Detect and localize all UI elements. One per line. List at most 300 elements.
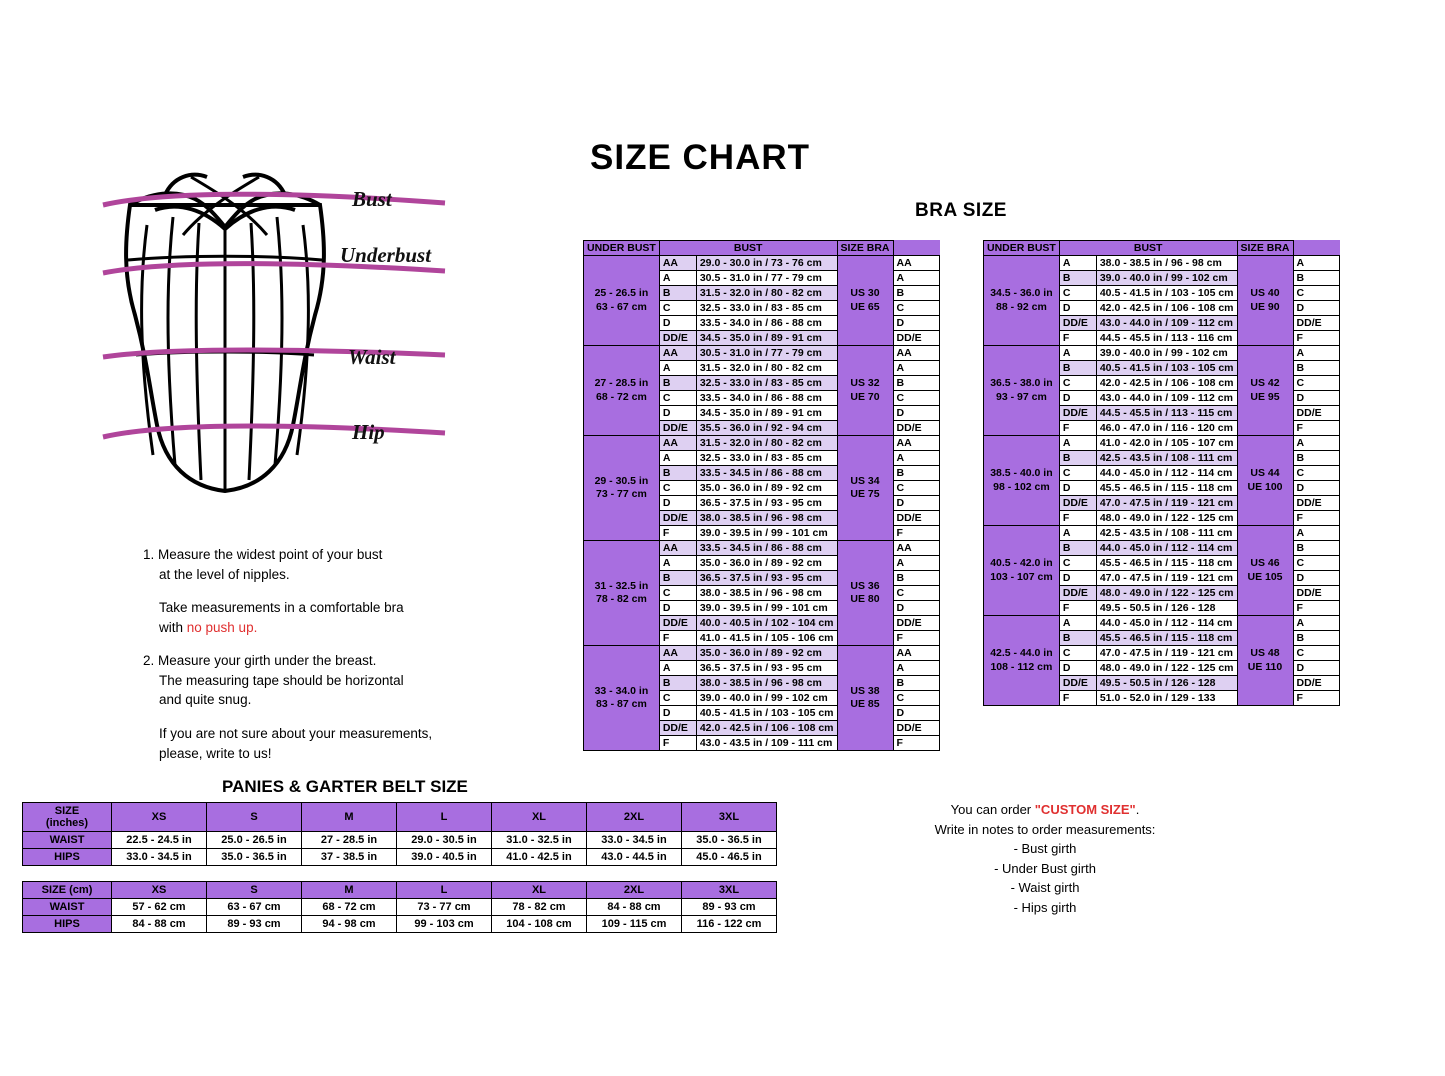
bra-left-cup-right-0-5: DD/E [893,331,940,346]
panties-in-cell-1-6: 45.0 - 46.5 in [682,849,777,866]
bra-left-cup-right-3-6: F [893,631,940,646]
instruction-bra-note-b: with [159,619,187,635]
bra-right-cup-4-1: B [1059,631,1096,646]
bra-right-bust-2-0: 41.0 - 42.0 in / 105 - 107 cm [1096,436,1237,451]
panties-garter-title: PANIES & GARTER BELT SIZE [222,777,468,796]
bra-left-bust-0-1: 30.5 - 31.0 in / 77 - 79 cm [696,271,837,286]
bra-right-size-bra-1: US 42 UE 95 [1237,346,1293,436]
bra-left-cup-right-2-0: AA [893,436,940,451]
bra-right-cup-1-4: DD/E [1059,406,1096,421]
panties-cm-cell-0-6: 89 - 93 cm [682,899,777,916]
bra-right-cup-3-1: B [1059,541,1096,556]
panties-cm-cell-1-3: 99 - 103 cm [397,916,492,933]
bra-left-bust-2-6: 39.0 - 39.5 in / 99 - 101 cm [696,526,837,541]
bra-right-cup-3-5: F [1059,601,1096,616]
bra-right-cup-right-2-1: B [1293,451,1340,466]
bra-right-cup-right-2-2: C [1293,466,1340,481]
panties-cm-cell-1-6: 116 - 122 cm [682,916,777,933]
bra-left-bust-4-3: 39.0 - 40.0 in / 99 - 102 cm [696,691,837,706]
custom-order-text: You can order [950,802,1035,817]
panties-cm-size-3: L [397,882,492,899]
bra-left-cup-right-4-0: AA [893,646,940,661]
panties-in-cell-0-2: 27 - 28.5 in [302,832,397,849]
bra-right-cup-0-1: B [1059,271,1096,286]
bra-left-cup-4-5: DD/E [659,721,696,736]
panties-cm-size-0: XS [112,882,207,899]
table-row [23,849,777,866]
bra-left-bust-4-1: 36.5 - 37.5 in / 93 - 95 cm [696,661,837,676]
bra-right-size-bra-2: US 44 UE 100 [1237,436,1293,526]
bra-right-cup-right-4-5: F [1293,691,1340,706]
bra-left-cup-3-5: DD/E [659,616,696,631]
table-row [984,436,1340,451]
panties-cm-cell-0-1: 63 - 67 cm [207,899,302,916]
instruction-contact-a: If you are not sure about your measurements, [159,725,433,741]
bra-right-bust-1-5: 46.0 - 47.0 in / 116 - 120 cm [1096,421,1237,436]
bra-left-cup-3-2: B [659,571,696,586]
bra-left-bust-1-1: 31.5 - 32.0 in / 80 - 82 cm [696,361,837,376]
bra-right-cup-4-5: F [1059,691,1096,706]
label-hip: Hip [352,420,385,444]
bra-right-cup-right-0-5: F [1293,331,1340,346]
bra-left-bust-2-2: 33.5 - 34.5 in / 86 - 88 cm [696,466,837,481]
panties-inches-body [23,803,777,866]
bra-left-size-bra-0: US 30 UE 65 [837,256,893,346]
bra-right-cup-3-0: A [1059,526,1096,541]
bra-left-cup-2-4: D [659,496,696,511]
bra-right-cup-right-0-2: C [1293,286,1340,301]
bra-right-cup-right-3-0: A [1293,526,1340,541]
bra-left-cup-0-1: A [659,271,696,286]
bra-left-bust-0-0: 29.0 - 30.0 in / 73 - 76 cm [696,256,837,271]
table-row [23,899,777,916]
column-header-size-bra-2: SIZE BRA [1237,241,1293,256]
bra-left-cup-right-1-4: D [893,406,940,421]
bra-right-bust-0-3: 42.0 - 42.5 in / 106 - 108 cm [1096,301,1237,316]
panties-size-table-cm [22,881,777,933]
panties-in-cell-1-1: 35.0 - 36.5 in [207,849,302,866]
custom-measure-item-1: - Under Bust girth [994,860,1096,876]
bra-left-cup-right-0-3: C [893,301,940,316]
bra-left-bust-2-0: 31.5 - 32.0 in / 80 - 82 cm [696,436,837,451]
panties-in-cell-1-4: 41.0 - 42.5 in [492,849,587,866]
bra-left-bust-3-3: 38.0 - 38.5 in / 96 - 98 cm [696,586,837,601]
bra-right-under-bust-3: 40.5 - 42.0 in 103 - 107 cm [984,526,1060,616]
bra-right-cup-right-2-3: D [1293,481,1340,496]
bra-left-cup-right-4-3: C [893,691,940,706]
bra-right-cup-right-4-1: B [1293,631,1340,646]
bra-left-cup-0-3: C [659,301,696,316]
bra-right-cup-4-4: DD/E [1059,676,1096,691]
bra-left-under-bust-1: 27 - 28.5 in 68 - 72 cm [584,346,660,436]
label-underbust: Underbust [340,243,432,267]
panties-cm-cell-1-5: 109 - 115 cm [587,916,682,933]
bra-left-cup-right-3-1: A [893,556,940,571]
panties-in-cell-0-5: 33.0 - 34.5 in [587,832,682,849]
bra-right-under-bust-4: 42.5 - 44.0 in 108 - 112 cm [984,616,1060,706]
bra-left-body [584,256,940,751]
panties-in-size-label: SIZE (inches) [23,803,112,832]
bra-right-bust-2-3: 45.5 - 46.5 in / 115 - 118 cm [1096,481,1237,496]
custom-measure-list [880,839,1210,917]
bra-right-cup-1-1: B [1059,361,1096,376]
bra-right-under-bust-2: 38.5 - 40.0 in 98 - 102 cm [984,436,1060,526]
bra-left-cup-right-2-1: A [893,451,940,466]
column-header-bust-2: BUST [1059,241,1237,256]
bra-left-cup-3-1: A [659,556,696,571]
bra-right-bust-3-0: 42.5 - 43.5 in / 108 - 111 cm [1096,526,1237,541]
bra-right-bust-3-5: 49.5 - 50.5 in / 126 - 128 [1096,601,1237,616]
table-header-row [23,803,777,832]
bra-left-cup-right-1-2: B [893,376,940,391]
bra-left-cup-1-5: DD/E [659,421,696,436]
bra-left-under-bust-3: 31 - 32.5 in 78 - 82 cm [584,541,660,646]
bra-left-bust-3-6: 41.0 - 41.5 in / 105 - 106 cm [696,631,837,646]
table-row [984,526,1340,541]
panties-in-cell-0-3: 29.0 - 30.5 in [397,832,492,849]
bra-left-cup-right-3-5: DD/E [893,616,940,631]
cup-spacer-2 [1293,241,1340,256]
bra-size-title: BRA SIZE [915,200,1007,221]
instruction-step-1: 1. Measure the widest point of your bust [143,547,383,562]
panties-in-size-5: 2XL [587,803,682,832]
bra-left-cup-right-4-2: B [893,676,940,691]
panties-in-cell-0-6: 35.0 - 36.5 in [682,832,777,849]
panties-in-size-2: M [302,803,397,832]
bra-left-cup-2-2: B [659,466,696,481]
bra-size-table-left [583,240,940,751]
bra-left-bust-3-5: 40.0 - 40.5 in / 102 - 104 cm [696,616,837,631]
bra-right-bust-4-3: 48.0 - 49.0 in / 122 - 125 cm [1096,661,1237,676]
panties-in-size-4: XL [492,803,587,832]
bra-left-bust-1-3: 33.5 - 34.0 in / 86 - 88 cm [696,391,837,406]
table-row [584,646,940,661]
panties-cm-cell-1-0: 84 - 88 cm [112,916,207,933]
panties-cm-row-label-0: WAIST [23,899,112,916]
custom-line-1 [880,800,1210,820]
panties-in-cell-1-5: 43.0 - 44.5 in [587,849,682,866]
bra-right-cup-right-2-0: A [1293,436,1340,451]
bra-left-bust-1-0: 30.5 - 31.0 in / 77 - 79 cm [696,346,837,361]
instruction-step-2b: The measuring tape should be horizontal [159,672,404,688]
panties-in-cell-0-1: 25.0 - 26.5 in [207,832,302,849]
bra-right-bust-4-1: 45.5 - 46.5 in / 115 - 118 cm [1096,631,1237,646]
instruction-step-2: 2. Measure your girth under the breast. [143,653,377,669]
panties-in-size-6: 3XL [682,803,777,832]
bra-left-bust-1-4: 34.5 - 35.0 in / 89 - 91 cm [696,406,837,421]
label-bust: Bust [352,187,392,211]
bra-right-bust-2-2: 44.0 - 45.0 in / 112 - 114 cm [1096,466,1237,481]
table-row [584,256,940,271]
bra-right-cup-0-2: C [1059,286,1096,301]
bra-left-cup-3-6: F [659,631,696,646]
bra-left-bust-3-1: 35.0 - 36.0 in / 89 - 92 cm [696,556,837,571]
bra-right-bust-4-2: 47.0 - 47.5 in / 119 - 121 cm [1096,646,1237,661]
bra-left-cup-right-0-0: AA [893,256,940,271]
bra-right-bust-2-4: 47.0 - 47.5 in / 119 - 121 cm [1096,496,1237,511]
bra-right-bust-2-5: 48.0 - 49.0 in / 122 - 125 cm [1096,511,1237,526]
panties-cm-cell-0-3: 73 - 77 cm [397,899,492,916]
bra-right-bust-4-0: 44.0 - 45.0 in / 112 - 114 cm [1096,616,1237,631]
bra-left-bust-3-4: 39.0 - 39.5 in / 99 - 101 cm [696,601,837,616]
panties-cm-size-label: SIZE (cm) [23,882,112,899]
bra-left-size-bra-3: US 36 UE 80 [837,541,893,646]
bra-left-cup-3-3: C [659,586,696,601]
bra-left-cup-right-4-1: A [893,661,940,676]
table-header-row [23,882,777,899]
bra-left-bust-3-2: 36.5 - 37.5 in / 93 - 95 cm [696,571,837,586]
table-row [584,541,940,556]
bra-left-cup-0-4: D [659,316,696,331]
bra-right-bust-1-3: 43.0 - 44.0 in / 109 - 112 cm [1096,391,1237,406]
bra-left-cup-1-2: B [659,376,696,391]
bra-right-bust-0-4: 43.0 - 44.0 in / 109 - 112 cm [1096,316,1237,331]
bra-left-cup-right-4-4: D [893,706,940,721]
custom-measure-item-2: - Waist girth [1010,880,1080,895]
bra-right-bust-2-1: 42.5 - 43.5 in / 108 - 111 cm [1096,451,1237,466]
bra-right-bust-1-1: 40.5 - 41.5 in / 103 - 105 cm [1096,361,1237,376]
bra-left-cup-right-4-6: F [893,736,940,751]
panties-in-row-label-0: WAIST [23,832,112,849]
bra-left-bust-2-3: 35.0 - 36.0 in / 89 - 92 cm [696,481,837,496]
panties-cm-size-1: S [207,882,302,899]
bra-left-size-bra-1: US 32 UE 70 [837,346,893,436]
bra-left-cup-right-0-1: A [893,271,940,286]
bra-right-size-bra-4: US 48 UE 110 [1237,616,1293,706]
instructions-block [143,545,503,777]
bra-right-under-bust-1: 36.5 - 38.0 in 93 - 97 cm [984,346,1060,436]
label-waist: Waist [348,345,396,369]
table-row [984,616,1340,631]
bra-right-cup-right-3-3: D [1293,571,1340,586]
bra-left-cup-right-3-0: AA [893,541,940,556]
bra-right-cup-right-0-1: B [1293,271,1340,286]
bra-right-cup-right-0-0: A [1293,256,1340,271]
panties-cm-cell-1-2: 94 - 98 cm [302,916,397,933]
custom-line-2: Write in notes to order measurements: [934,821,1156,837]
bra-right-cup-right-0-4: DD/E [1293,316,1340,331]
bra-left-under-bust-2: 29 - 30.5 in 73 - 77 cm [584,436,660,541]
bra-right-bust-4-4: 49.5 - 50.5 in / 126 - 128 [1096,676,1237,691]
bra-left-bust-1-5: 35.5 - 36.0 in / 92 - 94 cm [696,421,837,436]
panties-cm-body [23,882,777,933]
bra-left-cup-0-0: AA [659,256,696,271]
bra-left-under-bust-0: 25 - 26.5 in 63 - 67 cm [584,256,660,346]
bra-right-bust-0-2: 40.5 - 41.5 in / 103 - 105 cm [1096,286,1237,301]
panties-cm-row-label-1: HIPS [23,916,112,933]
bra-left-bust-4-4: 40.5 - 41.5 in / 103 - 105 cm [696,706,837,721]
bra-right-cup-2-4: DD/E [1059,496,1096,511]
bra-left-cup-right-1-0: AA [893,346,940,361]
bra-right-cup-4-2: C [1059,646,1096,661]
column-header-under-bust-2: UNDER BUST [984,241,1060,256]
bra-left-cup-4-3: C [659,691,696,706]
bra-left-cup-right-0-4: D [893,316,940,331]
bra-left-cup-right-3-4: D [893,601,940,616]
bra-right-cup-right-4-2: C [1293,646,1340,661]
bra-size-table-right [983,240,1340,706]
bra-left-bust-2-5: 38.0 - 38.5 in / 96 - 98 cm [696,511,837,526]
cup-spacer [893,241,940,256]
bra-right-cup-right-4-0: A [1293,616,1340,631]
bra-left-bust-2-4: 36.5 - 37.5 in / 93 - 95 cm [696,496,837,511]
instruction-step-2c: and quite snug. [159,692,252,708]
bra-right-cup-2-3: D [1059,481,1096,496]
bra-right-cup-0-3: D [1059,301,1096,316]
bra-right-cup-right-2-4: DD/E [1293,496,1340,511]
bra-left-cup-right-0-2: B [893,286,940,301]
bra-right-body [984,256,1340,706]
panties-in-row-label-1: HIPS [23,849,112,866]
bra-left-bust-2-1: 32.5 - 33.0 in / 83 - 85 cm [696,451,837,466]
bra-left-cup-1-1: A [659,361,696,376]
bra-right-cup-1-3: D [1059,391,1096,406]
bra-right-cup-2-1: B [1059,451,1096,466]
bra-right-cup-right-4-3: D [1293,661,1340,676]
bra-right-cup-right-3-2: C [1293,556,1340,571]
bra-right-cup-right-1-4: DD/E [1293,406,1340,421]
bra-left-cup-4-1: A [659,661,696,676]
bra-right-cup-0-4: DD/E [1059,316,1096,331]
bra-left-bust-0-3: 32.5 - 33.0 in / 83 - 85 cm [696,301,837,316]
bra-left-cup-right-1-5: DD/E [893,421,940,436]
bra-left-cup-right-2-6: F [893,526,940,541]
column-header-bust: BUST [659,241,837,256]
instruction-bra-note-a: Take measurements in a comfortable bra [159,600,404,616]
panties-in-cell-1-2: 37 - 38.5 in [302,849,397,866]
bra-right-cup-right-4-4: DD/E [1293,676,1340,691]
bra-right-cup-1-2: C [1059,376,1096,391]
bra-right-bust-0-1: 39.0 - 40.0 in / 99 - 102 cm [1096,271,1237,286]
no-push-up-note: no push up. [186,619,258,635]
bra-left-cup-2-3: C [659,481,696,496]
bra-left-bust-4-2: 38.0 - 38.5 in / 96 - 98 cm [696,676,837,691]
custom-measure-item-3: - Hips girth [1013,899,1077,915]
bra-left-cup-right-1-3: C [893,391,940,406]
bra-left-cup-4-0: AA [659,646,696,661]
table-row [23,916,777,933]
bra-right-bust-4-5: 51.0 - 52.0 in / 129 - 133 [1096,691,1237,706]
bra-right-cup-0-5: F [1059,331,1096,346]
bra-left-cup-right-3-2: B [893,571,940,586]
custom-measure-item-0: - Bust girth [1013,841,1077,856]
table-row [584,346,940,361]
bra-right-bust-3-1: 44.0 - 45.0 in / 112 - 114 cm [1096,541,1237,556]
bra-left-bust-4-6: 43.0 - 43.5 in / 109 - 111 cm [696,736,837,751]
instruction-contact-b: please, write to us! [159,745,272,761]
bra-left-cup-1-3: C [659,391,696,406]
bra-left-bust-0-5: 34.5 - 35.0 in / 89 - 91 cm [696,331,837,346]
bra-left-bust-1-2: 32.5 - 33.0 in / 83 - 85 cm [696,376,837,391]
bra-right-cup-right-1-2: C [1293,376,1340,391]
bra-right-bust-1-4: 44.5 - 45.5 in / 113 - 115 cm [1096,406,1237,421]
bra-left-cup-right-4-5: DD/E [893,721,940,736]
bra-left-cup-1-4: D [659,406,696,421]
bra-right-cup-right-1-3: D [1293,391,1340,406]
page-title: SIZE CHART [590,138,810,177]
bra-left-size-bra-2: US 34 UE 75 [837,436,893,541]
bra-right-bust-1-0: 39.0 - 40.0 in / 99 - 102 cm [1096,346,1237,361]
bra-left-cup-0-2: B [659,286,696,301]
bra-right-cup-4-3: D [1059,661,1096,676]
panties-cm-cell-0-4: 78 - 82 cm [492,899,587,916]
instruction-step-1b: at the level of nipples. [159,566,290,582]
panties-in-size-0: XS [112,803,207,832]
bra-right-bust-1-2: 42.0 - 42.5 in / 106 - 108 cm [1096,376,1237,391]
bra-right-size-bra-0: US 40 UE 90 [1237,256,1293,346]
bra-left-bust-4-0: 35.0 - 36.0 in / 89 - 92 cm [696,646,837,661]
bra-left-bust-0-4: 33.5 - 34.0 in / 86 - 88 cm [696,316,837,331]
panties-cm-cell-0-5: 84 - 88 cm [587,899,682,916]
table-row [584,436,940,451]
bra-left-cup-1-0: AA [659,346,696,361]
panties-in-size-1: S [207,803,302,832]
bra-left-cup-right-2-4: D [893,496,940,511]
table-row [23,832,777,849]
bra-left-cup-2-5: DD/E [659,511,696,526]
bra-right-cup-3-3: D [1059,571,1096,586]
panties-in-size-3: L [397,803,492,832]
panties-cm-size-5: 2XL [587,882,682,899]
bra-right-cup-1-0: A [1059,346,1096,361]
panties-cm-cell-0-2: 68 - 72 cm [302,899,397,916]
bra-left-cup-right-2-3: C [893,481,940,496]
bra-right-cup-right-1-1: B [1293,361,1340,376]
panties-cm-size-4: XL [492,882,587,899]
bra-right-cup-2-2: C [1059,466,1096,481]
bra-right-cup-right-0-3: D [1293,301,1340,316]
bra-right-bust-3-3: 47.0 - 47.5 in / 119 - 121 cm [1096,571,1237,586]
panties-cm-cell-1-4: 104 - 108 cm [492,916,587,933]
panties-in-cell-1-0: 33.0 - 34.5 in [112,849,207,866]
custom-size-highlight: "CUSTOM SIZE" [1034,802,1136,817]
bra-left-bust-4-5: 42.0 - 42.5 in / 106 - 108 cm [696,721,837,736]
bra-left-size-bra-4: US 38 UE 85 [837,646,893,751]
bra-left-bust-0-2: 31.5 - 32.0 in / 80 - 82 cm [696,286,837,301]
table-row [984,346,1340,361]
bra-right-bust-0-0: 38.0 - 38.5 in / 96 - 98 cm [1096,256,1237,271]
bra-left-cup-2-0: AA [659,436,696,451]
panties-in-cell-0-0: 22.5 - 24.5 in [112,832,207,849]
bra-left-cup-right-2-5: DD/E [893,511,940,526]
corset-illustration [95,165,525,505]
bra-left-cup-0-5: DD/E [659,331,696,346]
column-header-size-bra: SIZE BRA [837,241,893,256]
table-row [984,256,1340,271]
bra-left-under-bust-4: 33 - 34.0 in 83 - 87 cm [584,646,660,751]
panties-cm-cell-1-1: 89 - 93 cm [207,916,302,933]
bra-left-cup-4-4: D [659,706,696,721]
bra-right-cup-right-3-4: DD/E [1293,586,1340,601]
custom-size-note [880,800,1210,917]
bra-right-cup-right-1-0: A [1293,346,1340,361]
bra-right-bust-3-4: 48.0 - 49.0 in / 122 - 125 cm [1096,586,1237,601]
bra-left-cup-2-1: A [659,451,696,466]
bra-left-cup-3-4: D [659,601,696,616]
bra-right-cup-3-4: DD/E [1059,586,1096,601]
bra-left-cup-right-1-1: A [893,361,940,376]
bra-right-cup-right-3-1: B [1293,541,1340,556]
panties-cm-cell-0-0: 57 - 62 cm [112,899,207,916]
bra-right-cup-2-5: F [1059,511,1096,526]
bra-left-bust-3-0: 33.5 - 34.5 in / 86 - 88 cm [696,541,837,556]
corset-svg [95,165,525,505]
bra-right-cup-0-0: A [1059,256,1096,271]
panties-in-cell-0-4: 31.0 - 32.5 in [492,832,587,849]
hip-measure-line [103,426,445,437]
panties-cm-size-6: 3XL [682,882,777,899]
bra-left-cup-4-6: F [659,736,696,751]
